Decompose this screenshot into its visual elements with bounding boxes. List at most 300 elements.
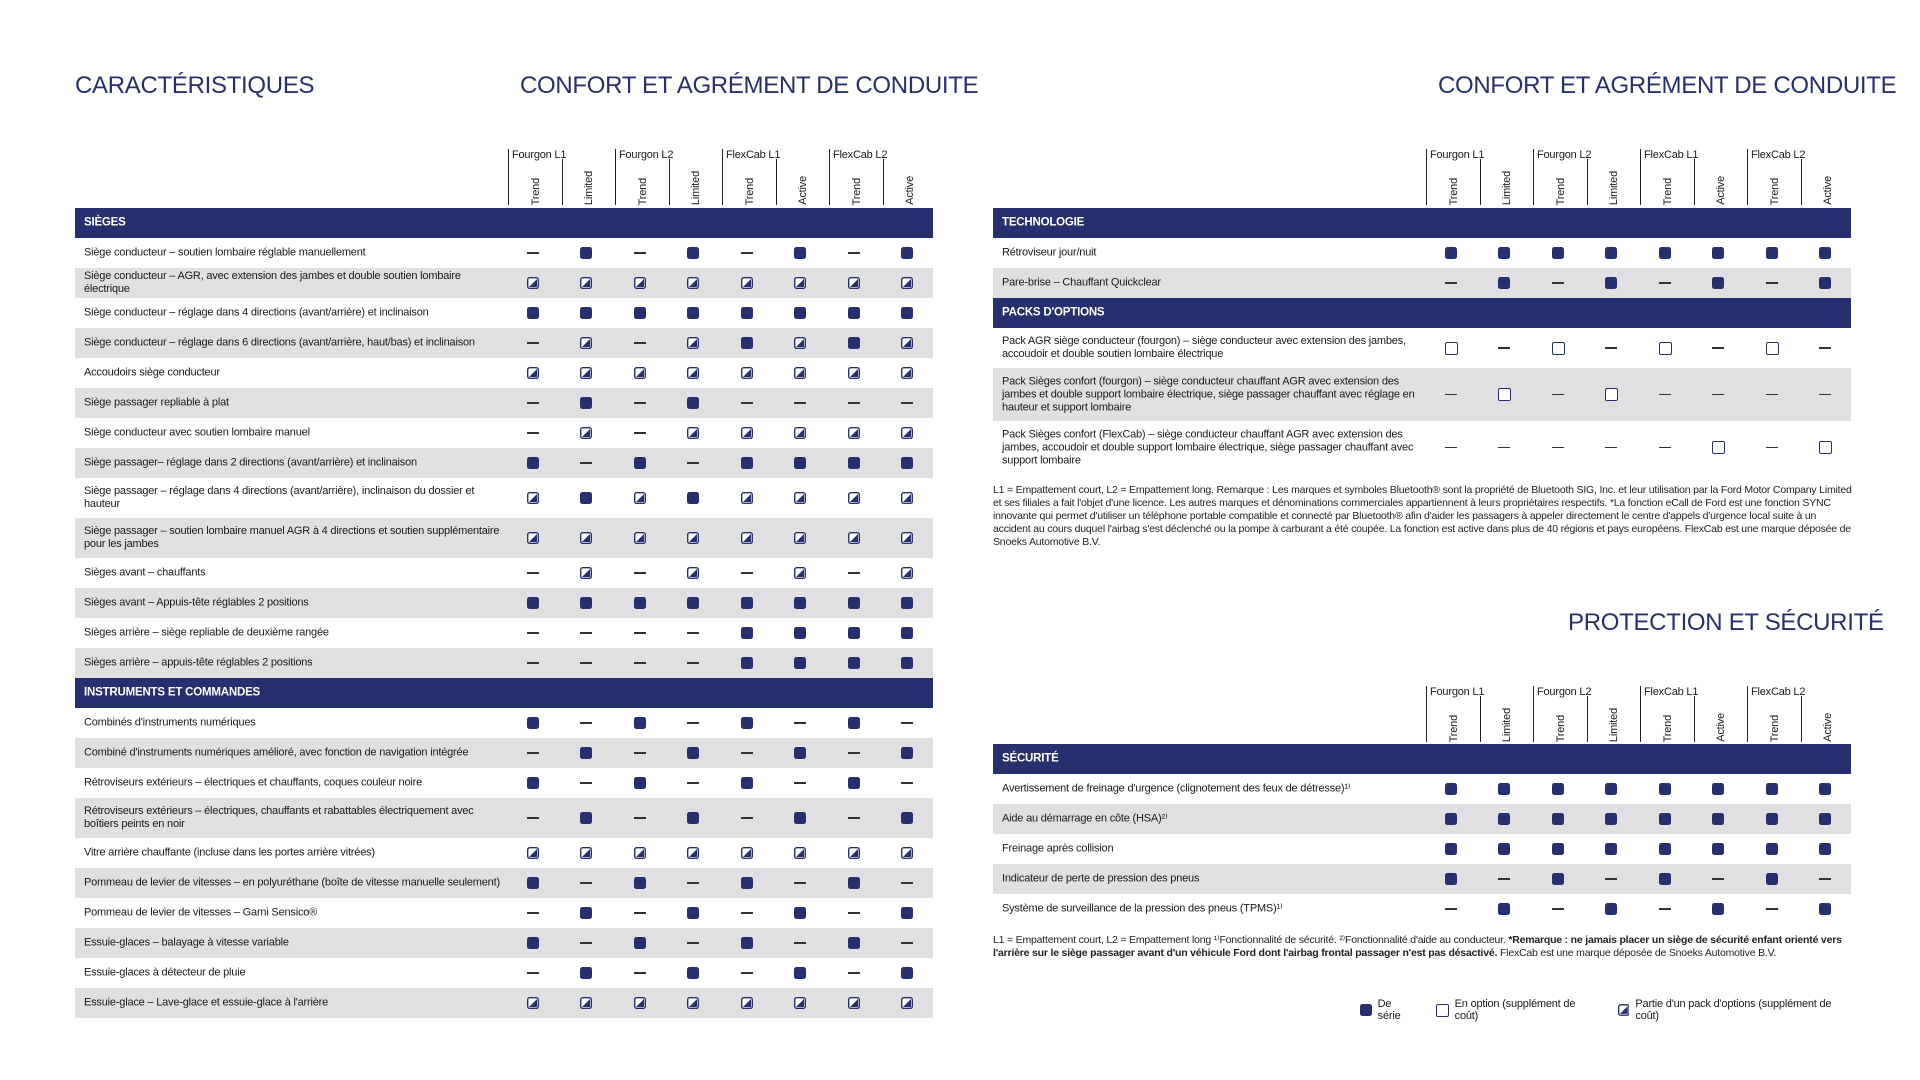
availability-cell <box>620 268 660 298</box>
availability-cell <box>1805 368 1845 421</box>
pack-symbol-icon <box>687 567 699 579</box>
standard-symbol-icon <box>1445 873 1457 885</box>
availability-cell <box>673 358 713 388</box>
availability-cell <box>1752 834 1792 864</box>
pack-symbol-icon <box>848 277 860 289</box>
table-row <box>993 864 1851 894</box>
availability-cell <box>780 268 820 298</box>
availability-cell <box>673 988 713 1018</box>
availability-cell <box>620 588 660 618</box>
standard-symbol-icon <box>741 777 753 789</box>
standard-symbol-icon <box>580 397 592 409</box>
feature-label: Combinés d'instruments numériques <box>84 716 256 729</box>
standard-symbol-icon <box>901 307 913 319</box>
section-header <box>75 208 933 238</box>
availability-cell <box>780 988 820 1018</box>
standard-symbol-icon <box>1552 813 1564 825</box>
table-row <box>75 268 933 298</box>
not-available-dash-icon <box>901 782 913 784</box>
pack-symbol-icon <box>848 847 860 859</box>
feature-label: Pack Sièges confort (FlexCab) – siège conducteur chauffant AGR avec extension des jambes, accoudoir et double support lombaire électrique, siège passager chauffant avec support lombaire <box>1002 428 1414 466</box>
availability-cell <box>673 558 713 588</box>
footnote-securite-remarque: *Remarque : ne jamais placer un siège de sécurité enfant orienté vers l'arrière sur le siège passager avant d'un véhicule Ford dont l'airbag frontal passager n'est pas désactivé. <box>993 934 1842 959</box>
availability-cell <box>1698 804 1738 834</box>
availability-cell <box>1484 894 1524 924</box>
not-available-dash-icon <box>1552 394 1564 396</box>
availability-cell <box>1752 774 1792 804</box>
availability-cell <box>673 958 713 988</box>
feature-label: Vitre arrière chauffante (incluse dans les portes arrière vitrées) <box>84 846 375 859</box>
availability-cell <box>513 768 553 798</box>
column-subheader <box>1541 702 1581 742</box>
not-available-dash-icon <box>1445 394 1457 396</box>
standard-symbol-icon <box>1498 277 1510 289</box>
standard-symbol-icon <box>1712 277 1724 289</box>
availability-cell <box>1645 421 1685 474</box>
column-subheader-label: Active <box>904 176 916 205</box>
availability-cell <box>1484 268 1524 298</box>
availability-cell <box>1431 368 1471 421</box>
standard-symbol-icon <box>848 307 860 319</box>
availability-cell <box>620 418 660 448</box>
standard-symbol-icon <box>1819 813 1831 825</box>
standard-symbol-icon <box>580 967 592 979</box>
standard-symbol-icon <box>741 937 753 949</box>
legend-item-serie <box>1360 998 1416 1022</box>
pack-symbol-icon <box>848 532 860 544</box>
availability-cell <box>566 268 606 298</box>
standard-symbol-icon <box>1498 813 1510 825</box>
option-symbol-icon <box>1552 342 1565 355</box>
availability-cell <box>887 868 927 898</box>
availability-cell <box>780 958 820 988</box>
availability-cell <box>727 988 767 1018</box>
not-available-dash-icon <box>527 432 539 434</box>
standard-symbol-icon <box>1819 277 1831 289</box>
not-available-dash-icon <box>527 342 539 344</box>
column-group-name: Fourgon L1 <box>512 149 567 161</box>
not-available-dash-icon <box>634 252 646 254</box>
table-row <box>75 588 933 618</box>
standard-symbol-icon <box>794 967 806 979</box>
availability-cell <box>1698 268 1738 298</box>
not-available-dash-icon <box>1498 347 1510 349</box>
standard-symbol-icon <box>794 247 806 259</box>
pack-symbol-icon <box>794 277 806 289</box>
standard-symbol-icon <box>794 627 806 639</box>
standard-symbol-icon <box>580 492 592 504</box>
option-symbol-icon <box>1712 441 1725 454</box>
table-row <box>75 558 933 588</box>
availability-cell <box>1431 328 1471 368</box>
standard-symbol-icon <box>848 597 860 609</box>
pack-symbol-icon <box>687 277 699 289</box>
availability-cell <box>1538 834 1578 864</box>
availability-cell <box>1752 268 1792 298</box>
column-group-name: FlexCab L1 <box>1644 686 1699 698</box>
pack-symbol-icon <box>527 492 539 504</box>
standard-symbol-icon <box>848 877 860 889</box>
not-available-dash-icon <box>741 402 753 404</box>
column-group <box>1640 686 1748 742</box>
standard-symbol-icon <box>1659 783 1671 795</box>
availability-cell <box>566 418 606 448</box>
column-subheader <box>1648 702 1688 742</box>
pack-symbol-icon <box>527 532 539 544</box>
availability-cell <box>513 898 553 928</box>
pack-symbol-icon <box>634 367 646 379</box>
not-available-dash-icon <box>527 752 539 754</box>
not-available-dash-icon <box>1766 282 1778 284</box>
availability-cell <box>1645 238 1685 268</box>
table-row <box>75 958 933 988</box>
standard-symbol-icon <box>1445 843 1457 855</box>
column-subheader-label: Active <box>797 176 809 205</box>
pack-symbol-icon <box>901 277 913 289</box>
availability-cell <box>673 298 713 328</box>
standard-symbol-icon <box>634 717 646 729</box>
availability-cell <box>566 768 606 798</box>
availability-cell <box>834 768 874 798</box>
availability-cell <box>887 238 927 268</box>
pack-symbol-icon <box>527 997 539 1009</box>
pack-symbol-icon <box>687 847 699 859</box>
availability-cell <box>673 738 713 768</box>
not-available-dash-icon <box>1445 447 1457 449</box>
standard-symbol-icon <box>687 397 699 409</box>
column-group-name: FlexCab L2 <box>1751 149 1806 161</box>
column-subheader-label: Trend <box>637 177 649 205</box>
not-available-dash-icon <box>687 662 699 664</box>
availability-cell <box>887 738 927 768</box>
availability-cell <box>1805 238 1845 268</box>
standard-symbol-icon <box>1819 247 1831 259</box>
availability-cell <box>1484 774 1524 804</box>
standard-symbol-icon <box>848 627 860 639</box>
not-available-dash-icon <box>1659 394 1671 396</box>
standard-symbol-icon <box>1766 783 1778 795</box>
availability-cell <box>513 708 553 738</box>
availability-cell <box>780 388 820 418</box>
standard-symbol-icon <box>1605 247 1617 259</box>
pack-symbol-icon <box>794 337 806 349</box>
column-subheader-label: Active <box>1715 176 1727 205</box>
standard-symbol-icon <box>901 457 913 469</box>
standard-symbol-icon <box>580 307 592 319</box>
pack-symbol-icon <box>741 277 753 289</box>
availability-cell <box>513 618 553 648</box>
not-available-dash-icon <box>527 632 539 634</box>
not-available-dash-icon <box>580 942 592 944</box>
column-subheader-label: Limited <box>1501 707 1513 742</box>
availability-cell <box>513 738 553 768</box>
column-subheader <box>1648 165 1688 205</box>
title-caracteristiques: CARACTÉRISTIQUES <box>75 72 315 99</box>
availability-cell <box>887 928 927 958</box>
availability-cell <box>727 448 767 478</box>
availability-cell <box>727 388 767 418</box>
standard-symbol-icon <box>741 627 753 639</box>
availability-cell <box>1484 368 1524 421</box>
feature-label: Accoudoirs siège conducteur <box>84 366 220 379</box>
standard-symbol-icon <box>901 627 913 639</box>
availability-cell <box>780 298 820 328</box>
column-header-right <box>0 149 1860 205</box>
not-available-dash-icon <box>741 817 753 819</box>
availability-cell <box>1431 238 1471 268</box>
section-title: PACKS D'OPTIONS <box>1002 306 1105 319</box>
availability-cell <box>1645 774 1685 804</box>
table-row <box>75 928 933 958</box>
pack-symbol-icon <box>687 427 699 439</box>
feature-label: Siège conducteur – soutien lombaire réglable manuellement <box>84 246 366 259</box>
availability-cell <box>887 768 927 798</box>
availability-cell <box>1752 894 1792 924</box>
not-available-dash-icon <box>794 942 806 944</box>
legend-label-serie: De série <box>1377 998 1401 1022</box>
standard-symbol-icon <box>794 597 806 609</box>
table-row <box>75 738 933 768</box>
standard-symbol-icon <box>848 717 860 729</box>
availability-cell <box>566 588 606 618</box>
availability-cell <box>513 358 553 388</box>
standard-symbol-icon <box>634 307 646 319</box>
availability-cell <box>1591 804 1631 834</box>
availability-cell <box>1484 238 1524 268</box>
table-row <box>75 298 933 328</box>
availability-cell <box>727 708 767 738</box>
availability-cell <box>1805 774 1845 804</box>
availability-cell <box>566 868 606 898</box>
table-row <box>75 328 933 358</box>
availability-cell <box>1591 268 1631 298</box>
standard-symbol-icon <box>1498 843 1510 855</box>
availability-cell <box>620 928 660 958</box>
feature-label: Rétroviseurs extérieurs – électriques et chauffants, coques couleur noire <box>84 776 422 789</box>
pack-symbol-icon <box>687 997 699 1009</box>
availability-cell <box>673 868 713 898</box>
availability-cell <box>780 798 820 838</box>
standard-symbol-icon <box>848 777 860 789</box>
availability-cell <box>566 648 606 678</box>
availability-cell <box>780 928 820 958</box>
availability-cell <box>887 958 927 988</box>
availability-cell <box>834 588 874 618</box>
standard-symbol-icon <box>580 247 592 259</box>
pack-symbol-icon <box>634 532 646 544</box>
not-available-dash-icon <box>741 972 753 974</box>
not-available-dash-icon <box>580 662 592 664</box>
availability-cell <box>1538 894 1578 924</box>
pack-symbol-icon <box>741 367 753 379</box>
availability-cell <box>727 478 767 518</box>
feature-label: Siège conducteur – réglage dans 6 directions (avant/arrière, haut/bas) et inclinaison <box>84 336 475 349</box>
not-available-dash-icon <box>527 817 539 819</box>
column-subheader-label: Trend <box>851 177 863 205</box>
not-available-dash-icon <box>848 972 860 974</box>
not-available-dash-icon <box>527 572 539 574</box>
column-subheader <box>1594 702 1634 742</box>
feature-label: Siège passager– réglage dans 2 directions (avant/arrière) et inclinaison <box>84 456 417 469</box>
standard-symbol-icon <box>1605 903 1617 915</box>
section-title: SÉCURITÉ <box>1002 752 1059 765</box>
pack-symbol-icon <box>901 492 913 504</box>
availability-cell <box>620 388 660 418</box>
pack-symbol-icon <box>794 997 806 1009</box>
availability-cell <box>834 268 874 298</box>
standard-symbol-icon <box>1552 873 1564 885</box>
availability-cell <box>727 928 767 958</box>
not-available-dash-icon <box>1605 878 1617 880</box>
table-row <box>75 798 933 838</box>
section-header <box>993 208 1851 238</box>
standard-symbol-icon <box>527 937 539 949</box>
column-subheader-label: Active <box>1822 713 1834 742</box>
not-available-dash-icon <box>580 882 592 884</box>
column-subheader-label: Trend <box>1662 177 1674 205</box>
availability-cell <box>566 928 606 958</box>
availability-cell <box>1645 368 1685 421</box>
availability-cell <box>780 648 820 678</box>
availability-cell <box>673 768 713 798</box>
availability-cell <box>673 518 713 558</box>
availability-cell <box>620 738 660 768</box>
option-symbol-icon <box>1445 342 1458 355</box>
column-subheader <box>1434 165 1474 205</box>
column-group <box>1533 686 1641 742</box>
column-group-name: Fourgon L2 <box>1537 686 1592 698</box>
standard-symbol-icon <box>1605 277 1617 289</box>
availability-cell <box>566 838 606 868</box>
availability-cell <box>1645 864 1685 894</box>
pack-symbol-icon <box>580 997 592 1009</box>
standard-symbol-icon <box>848 937 860 949</box>
not-available-dash-icon <box>634 632 646 634</box>
not-available-dash-icon <box>634 817 646 819</box>
not-available-dash-icon <box>794 402 806 404</box>
standard-symbol-icon <box>1712 813 1724 825</box>
availability-cell <box>887 358 927 388</box>
standard-symbol-icon <box>1360 1004 1372 1016</box>
pack-symbol-icon <box>741 532 753 544</box>
availability-cell <box>620 958 660 988</box>
feature-label: Pommeau de levier de vitesses – en polyuréthane (boîte de vitesse manuelle seulement) <box>84 876 500 889</box>
availability-cell <box>673 648 713 678</box>
not-available-dash-icon <box>1766 908 1778 910</box>
column-subheader-label: Trend <box>1448 177 1460 205</box>
availability-cell <box>1484 834 1524 864</box>
availability-cell <box>1431 834 1471 864</box>
availability-cell <box>1591 238 1631 268</box>
standard-symbol-icon <box>794 307 806 319</box>
standard-symbol-icon <box>580 812 592 824</box>
feature-label: Sièges avant – Appuis-tête réglables 2 positions <box>84 596 309 609</box>
availability-cell <box>1645 328 1685 368</box>
availability-cell <box>727 898 767 928</box>
standard-symbol-icon <box>794 657 806 669</box>
availability-cell <box>513 838 553 868</box>
availability-cell <box>1805 421 1845 474</box>
standard-symbol-icon <box>848 337 860 349</box>
column-subheader-label: Trend <box>1662 714 1674 742</box>
availability-cell <box>834 618 874 648</box>
table-row <box>75 238 933 268</box>
availability-cell <box>727 518 767 558</box>
column-subheader <box>1541 165 1581 205</box>
availability-cell <box>1538 368 1578 421</box>
table-row <box>993 328 1851 368</box>
availability-cell <box>727 358 767 388</box>
not-available-dash-icon <box>687 462 699 464</box>
column-group-name: Fourgon L1 <box>1430 149 1485 161</box>
standard-symbol-icon <box>1712 247 1724 259</box>
availability-cell <box>566 618 606 648</box>
column-subheader-label: Trend <box>1448 714 1460 742</box>
availability-cell <box>566 558 606 588</box>
availability-cell <box>727 268 767 298</box>
feature-label: Pack AGR siège conducteur (fourgon) – siège conducteur avec extension des jambes, accoudoir et double soutien lombaire électrique <box>1002 335 1406 360</box>
standard-symbol-icon <box>1659 247 1671 259</box>
availability-cell <box>887 988 927 1018</box>
availability-cell <box>780 558 820 588</box>
pack-symbol-icon <box>848 492 860 504</box>
standard-symbol-icon <box>527 877 539 889</box>
not-available-dash-icon <box>634 342 646 344</box>
column-subheader <box>1755 165 1795 205</box>
column-subheader <box>1487 165 1527 205</box>
not-available-dash-icon <box>1819 347 1831 349</box>
table-row <box>75 388 933 418</box>
availability-cell <box>673 478 713 518</box>
availability-cell <box>834 478 874 518</box>
standard-symbol-icon <box>687 967 699 979</box>
standard-symbol-icon <box>634 597 646 609</box>
not-available-dash-icon <box>1766 447 1778 449</box>
availability-cell <box>834 388 874 418</box>
not-available-dash-icon <box>901 402 913 404</box>
option-symbol-icon <box>1498 388 1511 401</box>
availability-cell <box>620 558 660 588</box>
pack-symbol-icon <box>580 367 592 379</box>
standard-symbol-icon <box>1766 247 1778 259</box>
availability-cell <box>620 298 660 328</box>
standard-symbol-icon <box>1659 813 1671 825</box>
availability-cell <box>1698 421 1738 474</box>
section-title: SIÈGES <box>84 216 126 229</box>
not-available-dash-icon <box>634 912 646 914</box>
column-separator <box>1587 159 1588 205</box>
column-group-name: FlexCab L1 <box>1644 149 1699 161</box>
availability-cell <box>834 988 874 1018</box>
availability-cell <box>673 238 713 268</box>
not-available-dash-icon <box>527 662 539 664</box>
availability-cell <box>1805 328 1845 368</box>
availability-cell <box>780 898 820 928</box>
standard-symbol-icon <box>741 597 753 609</box>
standard-symbol-icon <box>1552 843 1564 855</box>
pack-symbol-icon <box>687 532 699 544</box>
availability-cell <box>1591 368 1631 421</box>
availability-cell <box>887 648 927 678</box>
standard-symbol-icon <box>741 337 753 349</box>
not-available-dash-icon <box>1605 347 1617 349</box>
column-subheader-label: Trend <box>1555 177 1567 205</box>
availability-cell <box>1805 894 1845 924</box>
not-available-dash-icon <box>687 942 699 944</box>
column-group <box>1426 149 1534 205</box>
feature-label: Essuie-glaces – balayage à vitesse variable <box>84 936 289 949</box>
column-subheader-label: Trend <box>530 177 542 205</box>
